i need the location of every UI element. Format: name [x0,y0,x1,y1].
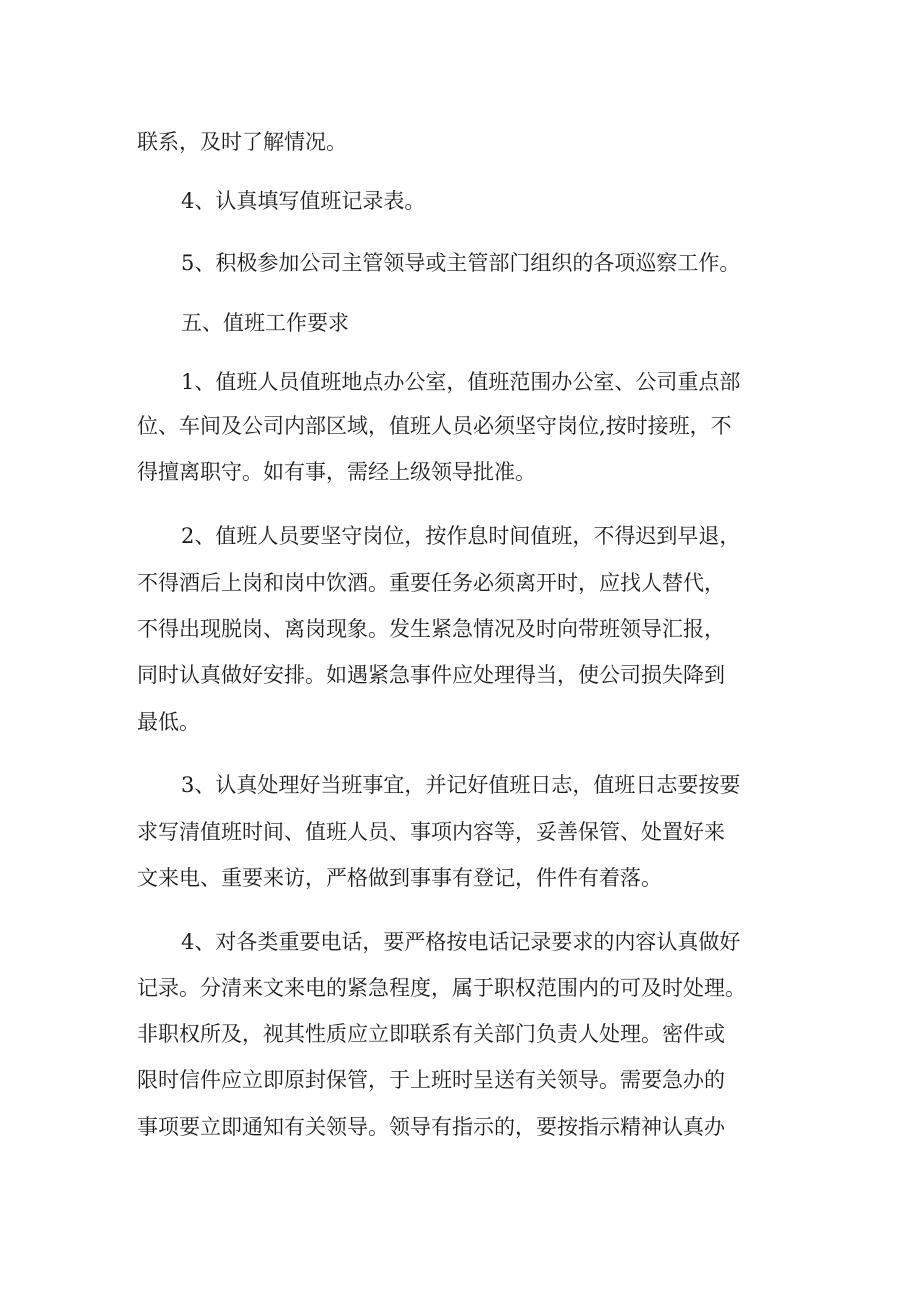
text-line: 4、对各类重要电话，要严格按电话记录要求的内容认真做好 [181,930,741,954]
text-line: 非职权所及，视其性质应立即联系有关部门负责人处理。密件或 [137,1022,725,1046]
text-line: 限时信件应立即原封保管，于上班时呈送有关领导。需要急办的 [137,1068,725,1092]
text-line: 联系，及时了解情况。 [137,130,347,154]
text-line: 文来电、重要来访，严格做到事事有登记，件件有着落。 [137,866,662,890]
text-line: 2、值班人员要坚守岗位，按作息时间值班，不得迟到早退， [181,524,741,548]
text-line: 最低。 [137,710,200,734]
text-line: 事项要立即通知有关领导。领导有指示的，要按指示精神认真办 [137,1115,725,1139]
text-line: 同时认真做好安排。如遇紧急事件应处理得当，使公司损失降到 [137,663,725,687]
section-heading: 五、值班工作要求 [181,311,349,335]
text-line: 3、认真处理好当班事宜，并记好值班日志，值班日志要按要 [181,773,741,797]
text-line: 1、值班人员值班地点办公室，值班范围办公室、公司重点部 [181,370,741,394]
text-line: 得擅离职守。如有事，需经上级领导批准。 [137,460,536,484]
text-line: 不得酒后上岗和岗中饮酒。重要任务必须离开时，应找人替代， [137,571,725,595]
text-line: 5、积极参加公司主管领导或主管部门组织的各项巡察工作。 [181,251,741,275]
text-line: 4、认真填写值班记录表。 [181,189,426,213]
text-line: 不得出现脱岗、离岗现象。发生紧急情况及时向带班领导汇报， [137,617,725,641]
text-line: 位、车间及公司内部区域，值班人员必须坚守岗位,按时接班，不 [137,414,732,438]
text-line: 求写清值班时间、值班人员、事项内容等，妥善保管、处置好来 [137,820,725,844]
text-line: 记录。分清来文来电的紧急程度，属于职权范围内的可及时处理。 [137,976,746,1000]
